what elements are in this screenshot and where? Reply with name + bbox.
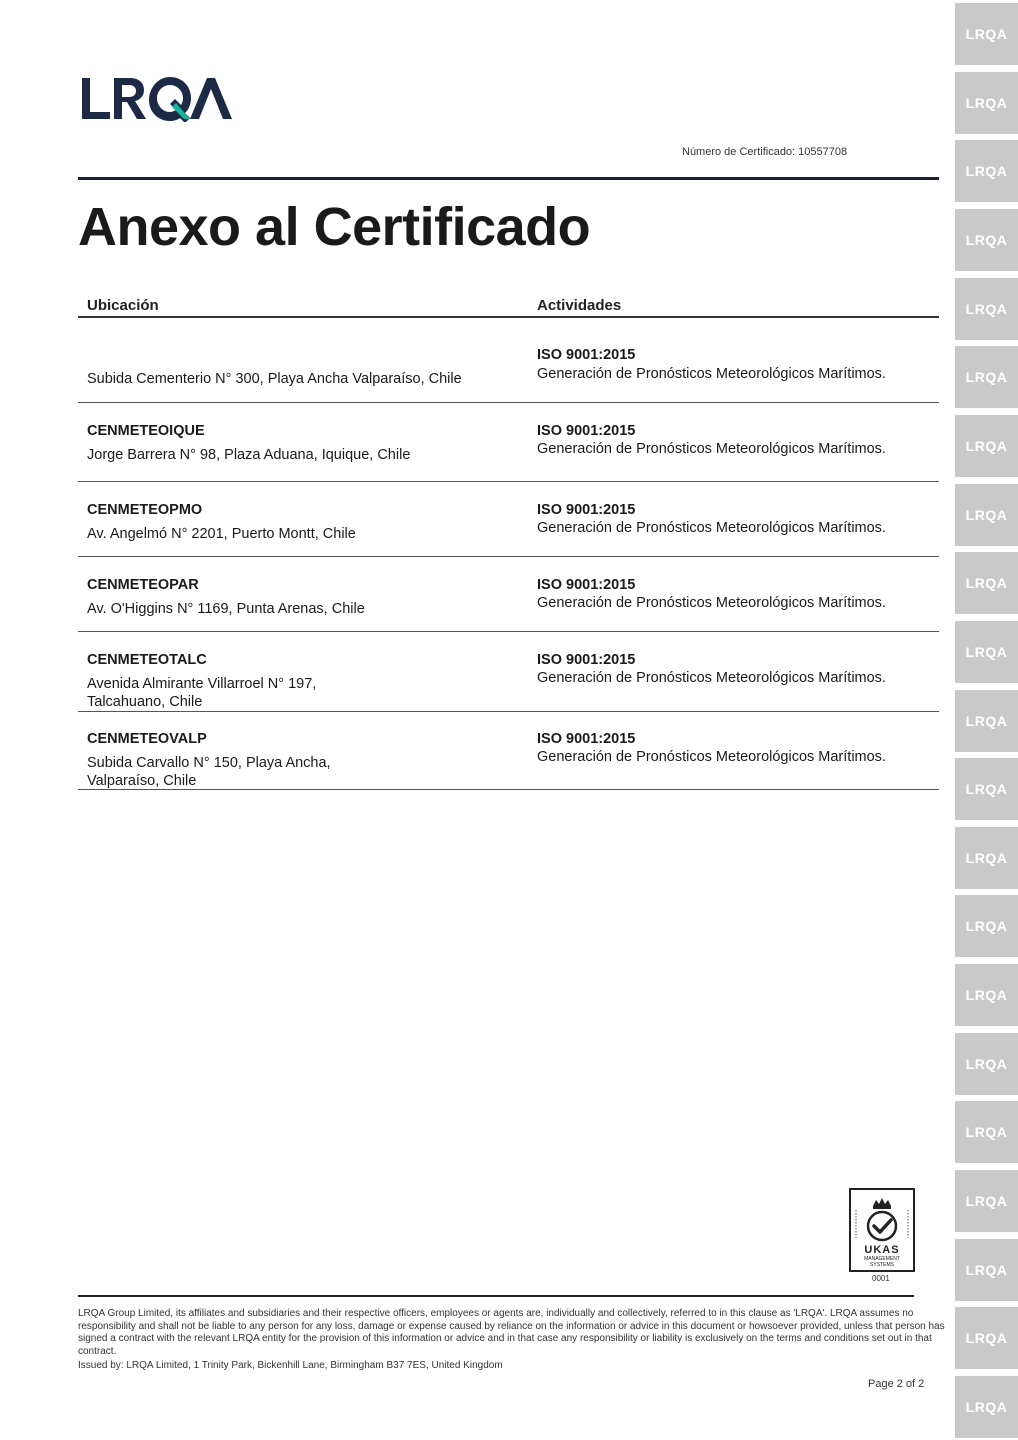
side-tab-label: LRQA: [965, 987, 1008, 1003]
side-tab-label: LRQA: [965, 163, 1008, 179]
lrqa-logo-mark: [80, 74, 236, 122]
side-tab-label: LRQA: [965, 438, 1008, 454]
row-address: Subida Cementerio N° 300, Playa Ancha Valparaíso, Chile: [87, 371, 462, 387]
side-tab-label: LRQA: [965, 1399, 1008, 1415]
side-tab-label: LRQA: [965, 232, 1008, 248]
row-location-name: CENMETEOPAR: [87, 577, 199, 593]
side-tab: [955, 140, 1018, 202]
row-standard: ISO 9001:2015: [537, 731, 636, 747]
column-header-activities: Actividades: [537, 297, 622, 314]
side-tab-label: LRQA: [965, 95, 1008, 111]
side-tab: [955, 827, 1018, 889]
side-tab-label: LRQA: [965, 26, 1008, 42]
side-tab: [955, 552, 1018, 614]
side-tab-label: LRQA: [965, 575, 1008, 591]
page-number: Page 2 of 2: [868, 1378, 925, 1390]
side-tab-label: LRQA: [965, 713, 1008, 729]
side-tab: [955, 1101, 1018, 1163]
side-tab: [955, 278, 1018, 340]
svg-text:MANAGEMENT: MANAGEMENT: [864, 1256, 900, 1262]
row-address: Av. Angelmó N° 2201, Puerto Montt, Chile: [87, 526, 356, 542]
row-location-name: CENMETEOTALC: [87, 652, 207, 668]
table-header-divider: [78, 316, 939, 318]
side-tab-label: LRQA: [965, 369, 1008, 385]
row-activity: Generación de Pronósticos Meteorológicos Marítimos.: [537, 366, 886, 382]
side-tab: [955, 621, 1018, 683]
footer-divider: [78, 1295, 914, 1297]
ukas-crown-check-icon: [851, 1190, 913, 1270]
row-divider: [78, 556, 939, 557]
row-standard: ISO 9001:2015: [537, 652, 636, 668]
side-tab: [955, 1239, 1018, 1301]
row-divider: [78, 631, 939, 632]
side-tab: [955, 1376, 1018, 1438]
certificate-number: Número de Certificado: 10557708: [682, 146, 848, 158]
side-tab-label: LRQA: [965, 1262, 1008, 1278]
side-tab: [955, 690, 1018, 752]
row-location-name: CENMETEOPMO: [87, 502, 203, 518]
row-standard: ISO 9001:2015: [537, 502, 636, 518]
row-divider: [78, 789, 939, 790]
side-tab: [955, 758, 1018, 820]
side-tab-label: LRQA: [965, 918, 1008, 934]
row-standard: ISO 9001:2015: [537, 577, 636, 593]
side-tab-label: LRQA: [965, 1124, 1008, 1140]
footer-disclaimer: LRQA Group Limited, its affiliates and subsidiaries and their respective officers, employees or agents are, individually and collectively, referred to in this clause as 'LRQA'. LRQA assumes no responsibility and shall not be liable to any person for any loss, damage or expense caused by reliance on the information or advice in this document or howsoever provided, unless that person has signed a contract with the relevant LRQA entity for the provision of this information or advice and in that case any responsibility or liability is exclusively on the terms and conditions set out in that contract.: [78, 1308, 945, 1357]
side-tab: [955, 1033, 1018, 1095]
side-tab: [955, 72, 1018, 134]
side-tab: [955, 346, 1018, 408]
row-location-name: CENMETEOIQUE: [87, 423, 205, 439]
side-tab-label: LRQA: [965, 781, 1008, 797]
row-activity: Generación de Pronósticos Meteorológicos Marítimos.: [537, 749, 886, 765]
ukas-accreditation-number: 0001: [872, 1274, 890, 1283]
side-tab-strip: [955, 0, 1018, 1440]
svg-text:SYSTEMS: SYSTEMS: [870, 1262, 894, 1268]
side-tab: [955, 964, 1018, 1026]
row-activity: Generación de Pronósticos Meteorológicos Marítimos.: [537, 441, 886, 457]
side-tab-label: LRQA: [965, 644, 1008, 660]
svg-text:UKAS: UKAS: [864, 1244, 900, 1256]
side-tab: [955, 484, 1018, 546]
side-tab-label: LRQA: [965, 1330, 1008, 1346]
row-divider: [78, 481, 939, 482]
header-divider: [78, 177, 939, 180]
page-title: Anexo al Certificado: [78, 197, 591, 257]
side-tab: [955, 895, 1018, 957]
row-address: Jorge Barrera N° 98, Plaza Aduana, Iquique, Chile: [87, 447, 411, 463]
side-tab-label: LRQA: [965, 1056, 1008, 1072]
row-address: Subida Carvallo N° 150, Playa Ancha, Valparaíso, Chile: [87, 755, 331, 789]
side-tab: [955, 1170, 1018, 1232]
row-divider: [78, 711, 939, 712]
row-activity: Generación de Pronósticos Meteorológicos Marítimos.: [537, 520, 886, 536]
row-divider: [78, 402, 939, 403]
row-address: Avenida Almirante Villarroel N° 197, Talcahuano, Chile: [87, 676, 317, 710]
side-tab: [955, 1307, 1018, 1369]
side-tab: [955, 3, 1018, 65]
row-activity: Generación de Pronósticos Meteorológicos Marítimos.: [537, 670, 886, 686]
side-tab-label: LRQA: [965, 507, 1008, 523]
side-tab: [955, 415, 1018, 477]
footer-issued-by: Issued by: LRQA Limited, 1 Trinity Park, Bickenhill Lane, Birmingham B37 7ES, United Kingdom: [78, 1360, 503, 1371]
row-address: Av. O'Higgins N° 1169, Punta Arenas, Chile: [87, 601, 365, 617]
ukas-accreditation-mark: [849, 1188, 915, 1272]
lrqa-logo: [80, 74, 236, 122]
row-standard: ISO 9001:2015: [537, 347, 636, 363]
row-activity: Generación de Pronósticos Meteorológicos Marítimos.: [537, 595, 886, 611]
side-tab-label: LRQA: [965, 1193, 1008, 1209]
row-location-name: CENMETEOVALP: [87, 731, 207, 747]
column-header-location: Ubicación: [87, 297, 159, 314]
row-standard: ISO 9001:2015: [537, 423, 636, 439]
side-tab: [955, 209, 1018, 271]
side-tab-label: LRQA: [965, 301, 1008, 317]
side-tab-label: LRQA: [965, 850, 1008, 866]
